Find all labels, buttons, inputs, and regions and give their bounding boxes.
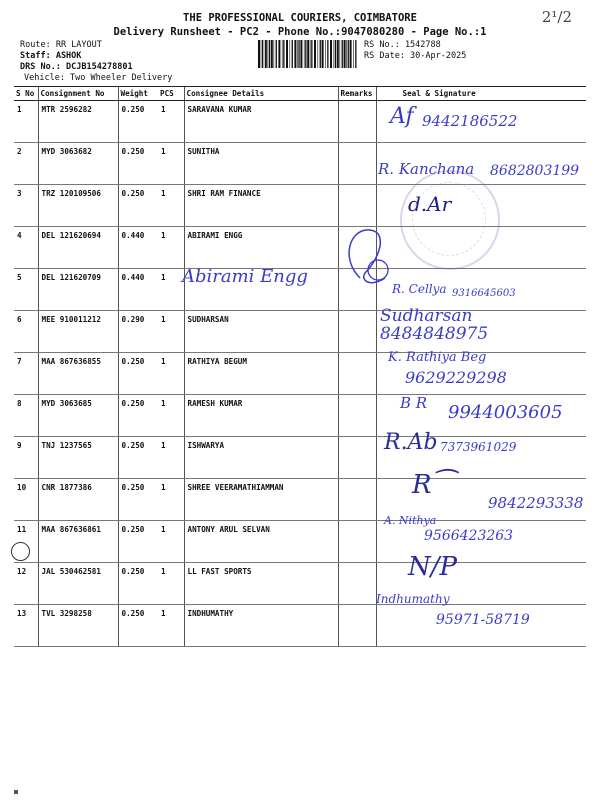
barcode-bar [269,40,270,68]
hw-row7-name: K. Rathiya Beg [388,350,487,365]
barcode-bar [334,40,335,68]
hw-row6-phone: 8484848975 [380,324,489,344]
cell-consignment: MYD 3063685 [38,395,118,437]
cell-consignee: RAMESH KUMAR [184,395,338,437]
cell-sno: 1 [14,101,38,143]
col-header-sno: S No [14,87,38,101]
barcode-bar [261,40,262,68]
cell-sno: 8 [14,395,38,437]
hw-row5-name: R. Cellya [392,282,447,296]
col-header-seal-signature: Seal & Signature [376,87,586,101]
cell-pcs: 1 [158,437,184,479]
cell-sno: 12 [14,563,38,605]
route-label: Route: RR LAYOUT [20,40,102,50]
cell-weight: 0.440 [118,227,158,269]
company-title: THE PROFESSIONAL COURIERS, COIMBATORE [183,12,417,24]
table-row [14,563,586,605]
cell-consignment: DEL 121620694 [38,227,118,269]
rs-date: RS Date: 30-Apr-2025 [364,51,467,61]
barcode-bar [274,40,275,68]
barcode-bar [278,40,280,68]
cell-consignment: DEL 121620709 [38,269,118,311]
barcode-image [258,40,358,68]
barcode-bar [314,40,316,68]
cell-weight: 0.250 [118,185,158,227]
cell-pcs: 1 [158,353,184,395]
barcode-bar [276,40,277,68]
cell-consignee: SHREE VEERAMATHIAMMAN [184,479,338,521]
hw-row12-mark: N/P [408,552,458,582]
cell-pcs: 1 [158,479,184,521]
vehicle-label: Vehicle: Two Wheeler Delivery [24,73,173,83]
barcode-bar [258,40,260,68]
cell-remarks [338,311,376,353]
table-row [14,311,586,353]
scan-speck [14,790,18,794]
cell-consignee: SUDHARSAN [184,311,338,353]
rs-number: RS No.: 1542788 [364,40,441,50]
hw-row13-phone: 95971-58719 [436,612,530,628]
hw-row13-name: Indhumathy [376,592,450,606]
hw-row10-phone: 9842293338 [488,494,584,512]
cell-consignment: MAA 867636855 [38,353,118,395]
cell-remarks [338,437,376,479]
cell-weight: 0.250 [118,143,158,185]
cell-pcs: 1 [158,605,184,647]
barcode-bar [318,40,319,68]
barcode-bar [353,40,354,68]
cell-weight: 0.250 [118,605,158,647]
cell-weight: 0.290 [118,311,158,353]
cell-consignment: JAL 530462581 [38,563,118,605]
barcode-bar [355,40,356,68]
cell-pcs: 1 [158,185,184,227]
table-row [14,185,586,227]
barcode-bar [294,40,296,68]
hw-row1-phone: 9442186522 [422,112,518,130]
barcode-bar [310,40,311,68]
hw-row2-name: R. Kanchana [378,160,475,178]
cell-consignee: INDHUMATHY [184,605,338,647]
barcode-bar [335,40,336,68]
handwritten-page-mark: 2¹/2 [541,8,572,26]
signature-row-4 [330,218,400,298]
cell-weight: 0.250 [118,521,158,563]
cell-sno: 4 [14,227,38,269]
cell-consignment: TVL 3298258 [38,605,118,647]
barcode-bar [350,40,352,68]
cell-remarks [338,353,376,395]
cell-consignment: TRZ 120109506 [38,185,118,227]
cell-remarks [338,101,376,143]
runsheet-title: Delivery Runsheet - PC2 - Phone No.:9047080280 - Page No.:1 [113,26,487,38]
col-header-remarks: Remarks [338,87,376,101]
barcode-bar [342,40,343,68]
table-header-row [14,87,586,101]
barcode-bar [305,40,306,68]
hw-row7-phone: 9629229298 [405,368,507,387]
barcode-bar [292,40,293,68]
staff-label: Staff: ASHOK [20,51,82,61]
cell-weight: 0.250 [118,353,158,395]
cell-consignment: MYD 3063682 [38,143,118,185]
cell-sno: 7 [14,353,38,395]
barcode-bar [286,40,288,68]
cell-pcs: 1 [158,395,184,437]
cell-consignee: ANTONY ARUL SELVAN [184,521,338,563]
barcode-bar [304,40,305,68]
barcode-bar [311,40,312,68]
col-header-pcs: PCS [158,87,184,101]
cell-sno: 6 [14,311,38,353]
cell-consignment: MAA 867636861 [38,521,118,563]
cell-consignment: MTR 2596282 [38,101,118,143]
cell-consignment: CNR 1877386 [38,479,118,521]
barcode-bar [300,40,302,68]
hw-row5-note: Abirami Engg [182,266,308,287]
barcode-bar [282,40,283,68]
cell-weight: 0.250 [118,437,158,479]
cell-consignment: TNJ 1237565 [38,437,118,479]
hw-row11-phone: 9566423263 [424,528,514,544]
cell-pcs: 1 [158,521,184,563]
cell-pcs: 1 [158,269,184,311]
cell-remarks [338,605,376,647]
signature-row-1: Af [390,104,414,129]
barcode-bar [271,40,273,68]
cell-pcs: 1 [158,563,184,605]
cell-consignee: SHRI RAM FINANCE [184,185,338,227]
hw-row11-name: A. Nithya [384,514,437,527]
cell-consignee: SARAVANA KUMAR [184,101,338,143]
col-header-consignment: Consignment No [38,87,118,101]
cell-pcs: 1 [158,101,184,143]
barcode-bar [320,40,321,68]
cell-consignee: ISHWARYA [184,437,338,479]
barcode-bar [344,40,346,68]
cell-consignee: RATHIYA BEGUM [184,353,338,395]
cell-remarks [338,395,376,437]
cell-consignment: MEE 910011212 [38,311,118,353]
hw-row6-name: Sudharsan [380,306,473,326]
barcode-bar [330,40,332,68]
barcode-bar [346,40,347,68]
barcode-bar [262,40,263,68]
cell-consignee: SUNITHA [184,143,338,185]
signature-row-9: R.Ab [384,430,438,455]
cell-consignee: LL FAST SPORTS [184,563,338,605]
barcode-bar [340,40,341,68]
cell-remarks [338,563,376,605]
row-12-circle-mark [11,542,30,561]
hw-row8-name: B R [400,394,428,412]
cell-remarks [338,521,376,563]
drs-number: DRS No.: DCJB154278801 [20,62,133,72]
barcode-bar [298,40,299,68]
cell-weight: 0.440 [118,269,158,311]
barcode-bar [283,40,284,68]
cell-remarks [338,479,376,521]
cell-sno: 10 [14,479,38,521]
signature-row-10: R⁀ [412,470,453,500]
barcode-bar [325,40,326,68]
cell-weight: 0.250 [118,563,158,605]
cell-pcs: 1 [158,227,184,269]
barcode-bar [268,40,269,68]
cell-pcs: 1 [158,143,184,185]
barcode-bar [322,40,324,68]
table-row [14,227,586,269]
hw-row2-phone: 8682803199 [490,163,580,179]
barcode-bar [290,40,291,68]
cell-pcs: 1 [158,311,184,353]
col-header-weight: Weight [118,87,158,101]
barcode-bar [307,40,309,68]
cell-sno: 3 [14,185,38,227]
cell-sno: 13 [14,605,38,647]
barcode-bar [265,40,267,68]
cell-sno: 11 [14,521,38,563]
barcode-bar [337,40,339,68]
col-header-consignee: Consignee Details [184,87,338,101]
barcode-bar [327,40,328,68]
cell-sno: 9 [14,437,38,479]
cell-weight: 0.250 [118,479,158,521]
cell-sno: 2 [14,143,38,185]
hw-row9-phone: 7373961029 [440,440,517,454]
cell-sno: 5 [14,269,38,311]
cell-weight: 0.250 [118,395,158,437]
hw-row8-phone: 9944003605 [448,402,563,423]
barcode-bar [297,40,298,68]
hw-row5-phone: 9316645603 [452,288,516,299]
signature-row-3: d.Ar [408,192,452,216]
barcode-bar [348,40,349,68]
cell-consignee: ABIRAMI ENGG [184,227,338,269]
cell-remarks [338,143,376,185]
cell-weight: 0.250 [118,101,158,143]
